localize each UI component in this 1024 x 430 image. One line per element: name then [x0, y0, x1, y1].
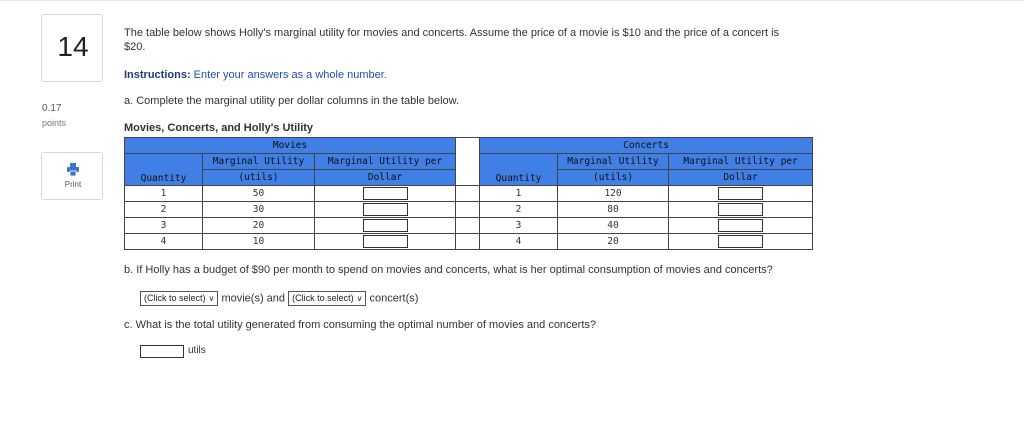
- total-utility-input[interactable]: [140, 345, 184, 358]
- movies-mupd-cell: [315, 234, 456, 250]
- concerts-mu-header: Marginal Utility: [558, 154, 669, 170]
- movies-mu: 20: [203, 218, 315, 234]
- points-label: points: [42, 118, 67, 128]
- concerts-quantity: 2: [480, 202, 558, 218]
- prompt-line-2: $20.: [124, 41, 146, 53]
- instructions: [124, 69, 387, 81]
- concerts-mupd-input[interactable]: [718, 203, 763, 216]
- chevron-down-icon: ∨: [356, 294, 363, 303]
- concerts-mu: 80: [558, 202, 669, 218]
- utils-unit: utils: [188, 345, 206, 356]
- movies-mupd-input[interactable]: [363, 219, 408, 232]
- movies-mupd-input[interactable]: [363, 235, 408, 248]
- movies-header: Movies: [125, 138, 456, 154]
- movies-quantity: 4: [125, 234, 203, 250]
- print-button[interactable]: [41, 152, 103, 200]
- movies-mu-unit: (utils): [203, 170, 315, 186]
- movies-select[interactable]: [140, 291, 218, 306]
- print-label: Print: [64, 180, 82, 189]
- movies-mu-header: Marginal Utility: [203, 154, 315, 170]
- table-row: [125, 202, 813, 218]
- part-b-answer-row: [140, 291, 418, 306]
- concerts-select-value: (Click to select): [292, 293, 354, 303]
- concerts-mupd-cell: [669, 202, 813, 218]
- concerts-mupd-input[interactable]: [718, 187, 763, 200]
- part-a-text: a. Complete the marginal utility per dollar columns in the table below.: [124, 95, 460, 107]
- concerts-mupd-header: Marginal Utility per: [669, 154, 813, 170]
- top-divider: [0, 0, 1024, 1]
- table-row: [125, 218, 813, 234]
- part-b-text: b. If Holly has a budget of $90 per month to spend on movies and concerts, what is her optimal consumption of movies and concerts?: [124, 264, 773, 276]
- movies-mupd-header: Marginal Utility per: [315, 154, 456, 170]
- prompt-line-1: The table below shows Holly's marginal utility for movies and concerts. Assume the price of a movie is $10 and the price of a concert is: [124, 27, 780, 39]
- concerts-suffix: concert(s): [369, 292, 419, 305]
- concerts-mu: 120: [558, 186, 669, 202]
- concerts-mupd-input[interactable]: [718, 235, 763, 248]
- movies-select-value: (Click to select): [144, 293, 206, 303]
- concerts-mupd-cell: [669, 234, 813, 250]
- instructions-text: Enter your answers as a whole number.: [190, 69, 387, 81]
- question-number-box: [41, 14, 103, 82]
- concerts-quantity-header: Quantity: [480, 154, 558, 186]
- movies-quantity: 2: [125, 202, 203, 218]
- chevron-down-icon: ∨: [208, 294, 215, 303]
- movies-mupd-input[interactable]: [363, 187, 408, 200]
- table-gap: [456, 186, 480, 202]
- movies-suffix: movie(s) and: [221, 292, 286, 305]
- table-gap: [456, 202, 480, 218]
- concerts-quantity: 4: [480, 234, 558, 250]
- question-number: 14: [57, 31, 89, 62]
- table-caption: Movies, Concerts, and Holly's Utility: [124, 122, 314, 134]
- movies-mupd-unit: Dollar: [315, 170, 456, 186]
- table-gap: [456, 218, 480, 234]
- movies-quantity-header: Quantity: [125, 154, 203, 186]
- movies-quantity: 1: [125, 186, 203, 202]
- table-gap: [456, 138, 480, 186]
- concerts-select[interactable]: [288, 291, 366, 306]
- table-gap: [456, 234, 480, 250]
- movies-mupd-cell: [315, 186, 456, 202]
- points-value: 0.17: [42, 103, 62, 114]
- instructions-label: Instructions:: [124, 69, 191, 81]
- concerts-mu: 20: [558, 234, 669, 250]
- movies-mupd-input[interactable]: [363, 203, 408, 216]
- movies-mu: 50: [203, 186, 315, 202]
- utility-table: [124, 137, 813, 250]
- concerts-mupd-cell: [669, 218, 813, 234]
- concerts-mupd-input[interactable]: [718, 219, 763, 232]
- printer-icon: [67, 163, 79, 176]
- table-row: [125, 186, 813, 202]
- movies-mupd-cell: [315, 202, 456, 218]
- concerts-header: Concerts: [480, 138, 813, 154]
- table-row: [125, 234, 813, 250]
- movies-mupd-cell: [315, 218, 456, 234]
- concerts-mupd-cell: [669, 186, 813, 202]
- concerts-quantity: 1: [480, 186, 558, 202]
- movies-quantity: 3: [125, 218, 203, 234]
- movies-mu: 30: [203, 202, 315, 218]
- movies-mu: 10: [203, 234, 315, 250]
- concerts-mu-unit: (utils): [558, 170, 669, 186]
- concerts-mu: 40: [558, 218, 669, 234]
- concerts-mupd-unit: Dollar: [669, 170, 813, 186]
- concerts-quantity: 3: [480, 218, 558, 234]
- part-c-text: c. What is the total utility generated from consuming the optimal number of movies and concerts?: [124, 319, 597, 331]
